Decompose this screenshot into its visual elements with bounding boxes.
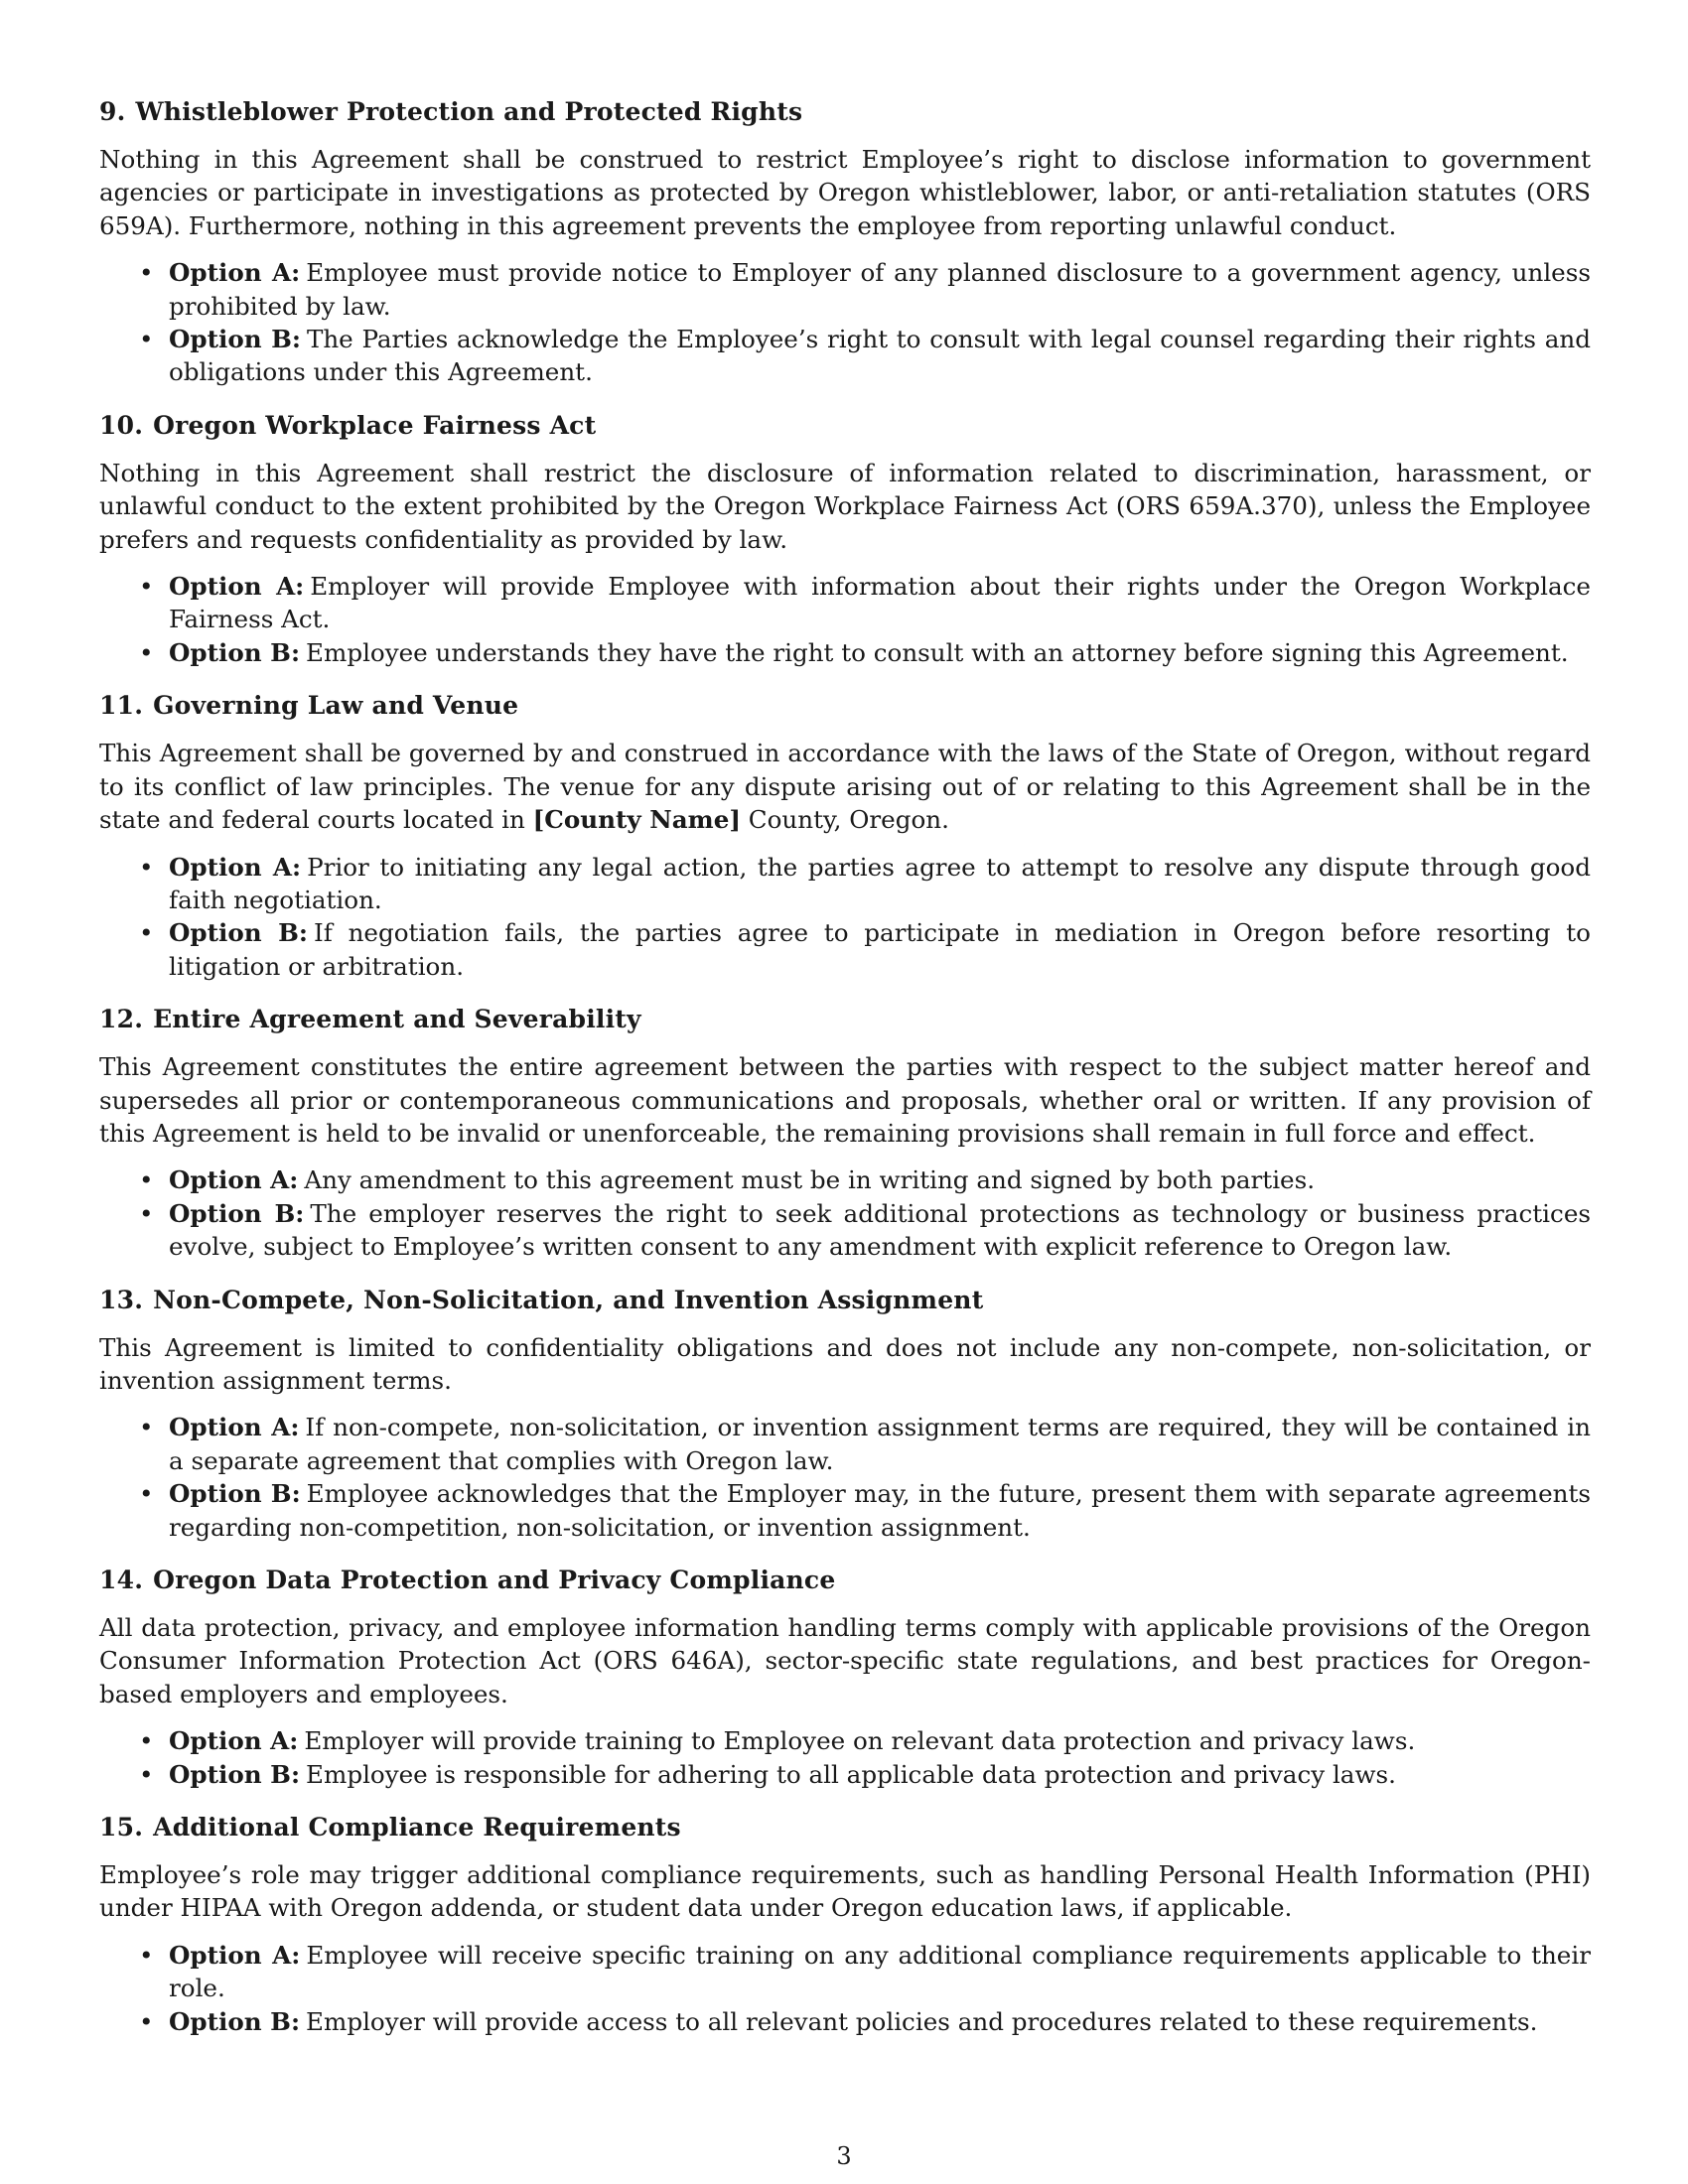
section-11 [99, 689, 1591, 983]
option-a: • Option A: Employer will provide training to Employee on relevant data protection and privacy laws. [169, 1724, 1591, 1757]
page-number: 3 [836, 2142, 852, 2170]
options-list [99, 570, 1591, 669]
section-10 [99, 409, 1591, 669]
section-heading: 14. Oregon Data Protection and Privacy Compliance [99, 1566, 836, 1594]
options-list [99, 256, 1591, 389]
section-heading: 9. Whistleblower Protection and Protected Rights [99, 97, 803, 126]
option-a: • Option A: Employee must provide notice to Employer of any planned disclosure to a government agency, unless prohibited by law. [169, 256, 1591, 323]
section-heading: 15. Additional Compliance Requirements [99, 1813, 681, 1843]
options-list [99, 1939, 1591, 2038]
section-heading: 12. Entire Agreement and Severability [99, 1005, 641, 1034]
section-heading: 10. Oregon Workplace Fairness Act [99, 410, 597, 440]
section-heading: 13. Non-Compete, Non-Solicitation, and Invention Assignment [99, 1285, 984, 1314]
option-b: • Option B: Employee acknowledges that the Employer may, in the future, present them with separate agreements regarding non-competition, non-solicitation, or invention assignment. [169, 1477, 1591, 1544]
section-15 [99, 1811, 1591, 2038]
option-a: • Option A: Any amendment to this agreement must be in writing and signed by both parties. [169, 1163, 1591, 1196]
county-placeholder: [County Name] [532, 805, 741, 835]
section-14 [99, 1564, 1591, 1791]
section-12 [99, 1003, 1591, 1263]
section-body: This Agreement constitutes the entire agreement between the parties with respect to the subject matter hereof and supersedes all prior or contemporaneous communications and proposals, whether oral or written. If any provision of this Agreement is held to be invalid or unenforceable, the remaining provisions shall remain in full force and effect. [99, 1052, 1591, 1148]
option-b: • Option B: The employer reserves the right to seek additional protections as technology or business practices evolve, subject to Employee’s written consent to any amendment with explicit reference to Oregon law. [169, 1197, 1591, 1264]
section-body: Employee’s role may trigger additional compliance requirements, such as handling Personal Health Information (PHI) under HIPAA with Oregon addenda, or student data under Oregon education laws, if applicable. [99, 1860, 1591, 1923]
option-a: • Option A: Prior to initiating any legal action, the parties agree to attempt to resolve any dispute through good faith negotiation. [169, 851, 1591, 917]
options-list [99, 851, 1591, 984]
option-a: • Option A: Employee will receive specific training on any additional compliance requirements applicable to their role. [169, 1939, 1591, 2005]
option-a: • Option A: If non-compete, non-solicitation, or invention assignment terms are required, they will be contained in a separate agreement that complies with Oregon law. [169, 1411, 1591, 1477]
option-b: • Option B: Employee is responsible for adhering to all applicable data protection and privacy laws. [169, 1758, 1591, 1791]
section-body: This Agreement is limited to confidentiality obligations and does not include any non-compete, non-solicitation, or invention assignment terms. [99, 1332, 1591, 1395]
section-body: All data protection, privacy, and employee information handling terms comply with applicable provisions of the Oregon Consumer Information Protection Act (ORS 646A), sector-specific state regulations, and best practices for Oregon-based employers and employees. [99, 1613, 1591, 1708]
options-list [99, 1411, 1591, 1544]
section-heading: 11. Governing Law and Venue [99, 691, 519, 721]
option-b: • Option B: Employer will provide access to all relevant policies and procedures related to these requirements. [169, 2005, 1591, 2038]
option-b: • Option B: Employee understands they have the right to consult with an attorney before signing this Agreement. [169, 636, 1591, 669]
section-13 [99, 1284, 1591, 1544]
section-body: This Agreement shall be governed by and construed in accordance with the laws of the State of Oregon, without regard to its conflict of law principles. The venue for any dispute arising out of or relating to this Agreement shall be in the state and federal courts located in [County Name] County, Oregon. [99, 739, 1591, 835]
options-list [99, 1163, 1591, 1263]
section-9 [99, 95, 1591, 389]
document-page [99, 95, 1591, 2058]
option-b: • Option B: If negotiation fails, the parties agree to participate in mediation in Oregon before resorting to litigation or arbitration. [169, 916, 1591, 983]
option-b: • Option B: The Parties acknowledge the Employee’s right to consult with legal counsel regarding their rights and obligations under this Agreement. [169, 323, 1591, 389]
section-body: Nothing in this Agreement shall be construed to restrict Employee’s right to disclose information to government agencies or participate in investigations as protected by Oregon whistleblower, labor, or anti-retaliation statutes (ORS 659A). Furthermore, nothing in this agreement prevents the employee from reporting unlawful conduct. [99, 145, 1591, 240]
options-list [99, 1724, 1591, 1791]
section-body: Nothing in this Agreement shall restrict the disclosure of information related to discrimination, harassment, or unlawful conduct to the extent prohibited by the Oregon Workplace Fairness Act (ORS 659A.370), unless the Employee prefers and requests confidentiality as provided by law. [99, 458, 1591, 554]
option-a: • Option A: Employer will provide Employee with information about their rights under the Oregon Workplace Fairness Act. [169, 570, 1591, 636]
